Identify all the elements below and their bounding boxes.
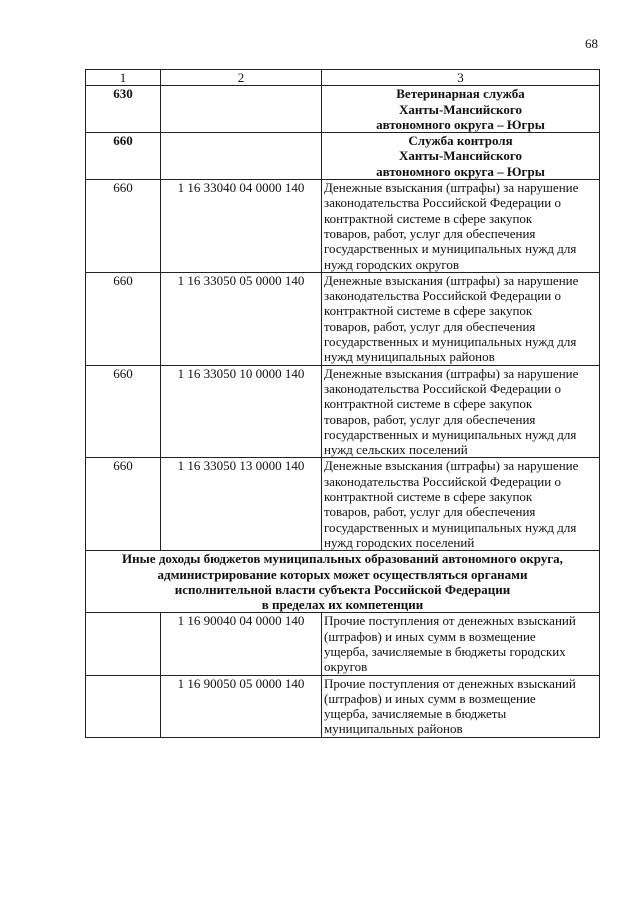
admin-code: 630 (86, 86, 161, 133)
table-row (86, 458, 600, 551)
column-number-3: 3 (322, 70, 600, 86)
description-line: (штрафов) и иных сумм в возмещение (324, 690, 536, 706)
description-line: Прочие поступления от денежных взысканий (324, 613, 576, 629)
admin-name-line: Ханты-Мансийского (399, 101, 522, 117)
description-line: государственных и муниципальных нужд для (324, 241, 577, 257)
section-heading (86, 551, 600, 613)
admin-code (86, 613, 161, 675)
description-line: Денежные взыскания (штрафы) за нарушение (324, 272, 579, 288)
description-line: Прочие поступления от денежных взысканий (324, 675, 576, 691)
revenue-description (322, 180, 600, 273)
description-line: контрактной системе в сфере закупок (324, 396, 533, 412)
admin-name (322, 133, 600, 180)
kbk-code: 1 16 90040 04 0000 140 (161, 613, 322, 675)
admin-code: 660 (86, 180, 161, 273)
revenue-description (322, 272, 600, 365)
description-line: законодательства Российской Федерации о (324, 288, 561, 304)
description-line: законодательства Российской Федерации о (324, 380, 561, 396)
admin-code: 660 (86, 272, 161, 365)
description-line: нужд сельских поселений (324, 442, 468, 458)
kbk-code: 1 16 33050 05 0000 140 (161, 272, 322, 365)
revenue-description (322, 675, 600, 737)
description-line: ущерба, зачисляемые в бюджеты (324, 706, 507, 722)
column-number-1: 1 (86, 70, 161, 86)
admin-name-line: автономного округа – Югры (376, 163, 545, 179)
description-line: муниципальных районов (324, 721, 463, 737)
description-line: товаров, работ, услуг для обеспечения (324, 411, 536, 427)
table-row (86, 365, 600, 458)
description-line: нужд муниципальных районов (324, 349, 495, 365)
description-line: товаров, работ, услуг для обеспечения (324, 504, 536, 520)
kbk-code: 1 16 90050 05 0000 140 (161, 675, 322, 737)
description-line: нужд городских округов (324, 256, 459, 272)
description-line: государственных и муниципальных нужд для (324, 426, 577, 442)
description-line: товаров, работ, услуг для обеспечения (324, 318, 536, 334)
revenue-description (322, 365, 600, 458)
empty-cell (161, 86, 322, 133)
description-line: товаров, работ, услуг для обеспечения (324, 225, 536, 241)
description-line: (штрафов) и иных сумм в возмещение (324, 628, 536, 644)
admin-code: 660 (86, 365, 161, 458)
table-row (86, 272, 600, 365)
description-line: государственных и муниципальных нужд для (324, 334, 577, 350)
description-line: контрактной системе в сфере закупок (324, 210, 533, 226)
column-number-2: 2 (161, 70, 322, 86)
description-line: законодательства Российской Федерации о (324, 195, 561, 211)
table-row (86, 180, 600, 273)
section-heading-line: администрирование которых может осуществляться органами (157, 566, 528, 582)
admin-name-line: Ханты-Мансийского (399, 148, 522, 164)
table-row (86, 675, 600, 737)
revenue-table (85, 69, 600, 738)
admin-code (86, 675, 161, 737)
description-line: контрактной системе в сфере закупок (324, 303, 533, 319)
kbk-code: 1 16 33040 04 0000 140 (161, 180, 322, 273)
kbk-code: 1 16 33050 13 0000 140 (161, 458, 322, 551)
description-line: законодательства Российской Федерации о (324, 473, 561, 489)
table-header-row (86, 70, 600, 86)
page-number: 68 (585, 36, 598, 51)
description-line: контрактной системе в сфере закупок (324, 489, 533, 505)
description-line: нужд городских поселений (324, 534, 475, 550)
admin-name-line: Ветеринарная служба (396, 86, 525, 102)
section-heading-row (86, 551, 600, 613)
revenue-description (322, 613, 600, 675)
description-line: Денежные взыскания (штрафы) за нарушение (324, 458, 579, 474)
description-line: Денежные взыскания (штрафы) за нарушение (324, 180, 579, 196)
kbk-code: 1 16 33050 10 0000 140 (161, 365, 322, 458)
admin-code: 660 (86, 133, 161, 180)
revenue-description (322, 458, 600, 551)
description-line: ущерба, зачисляемые в бюджеты городских (324, 643, 566, 659)
admin-row-660 (86, 133, 600, 180)
empty-cell (161, 133, 322, 180)
section-heading-line: исполнительной власти субъекта Российской Федерации (174, 581, 511, 597)
admin-code: 660 (86, 458, 161, 551)
description-line: государственных и муниципальных нужд для (324, 519, 577, 535)
admin-name-line: автономного округа – Югры (376, 116, 545, 132)
description-line: Денежные взыскания (штрафы) за нарушение (324, 365, 579, 381)
admin-name (322, 86, 600, 133)
section-heading-line: в пределах их компетенции (261, 597, 424, 613)
description-line: округов (324, 659, 368, 675)
admin-name-line: Служба контроля (408, 133, 513, 149)
section-heading-line: Иные доходы бюджетов муниципальных образований автономного округа, (122, 551, 563, 567)
admin-row-630 (86, 86, 600, 133)
table-row (86, 613, 600, 675)
